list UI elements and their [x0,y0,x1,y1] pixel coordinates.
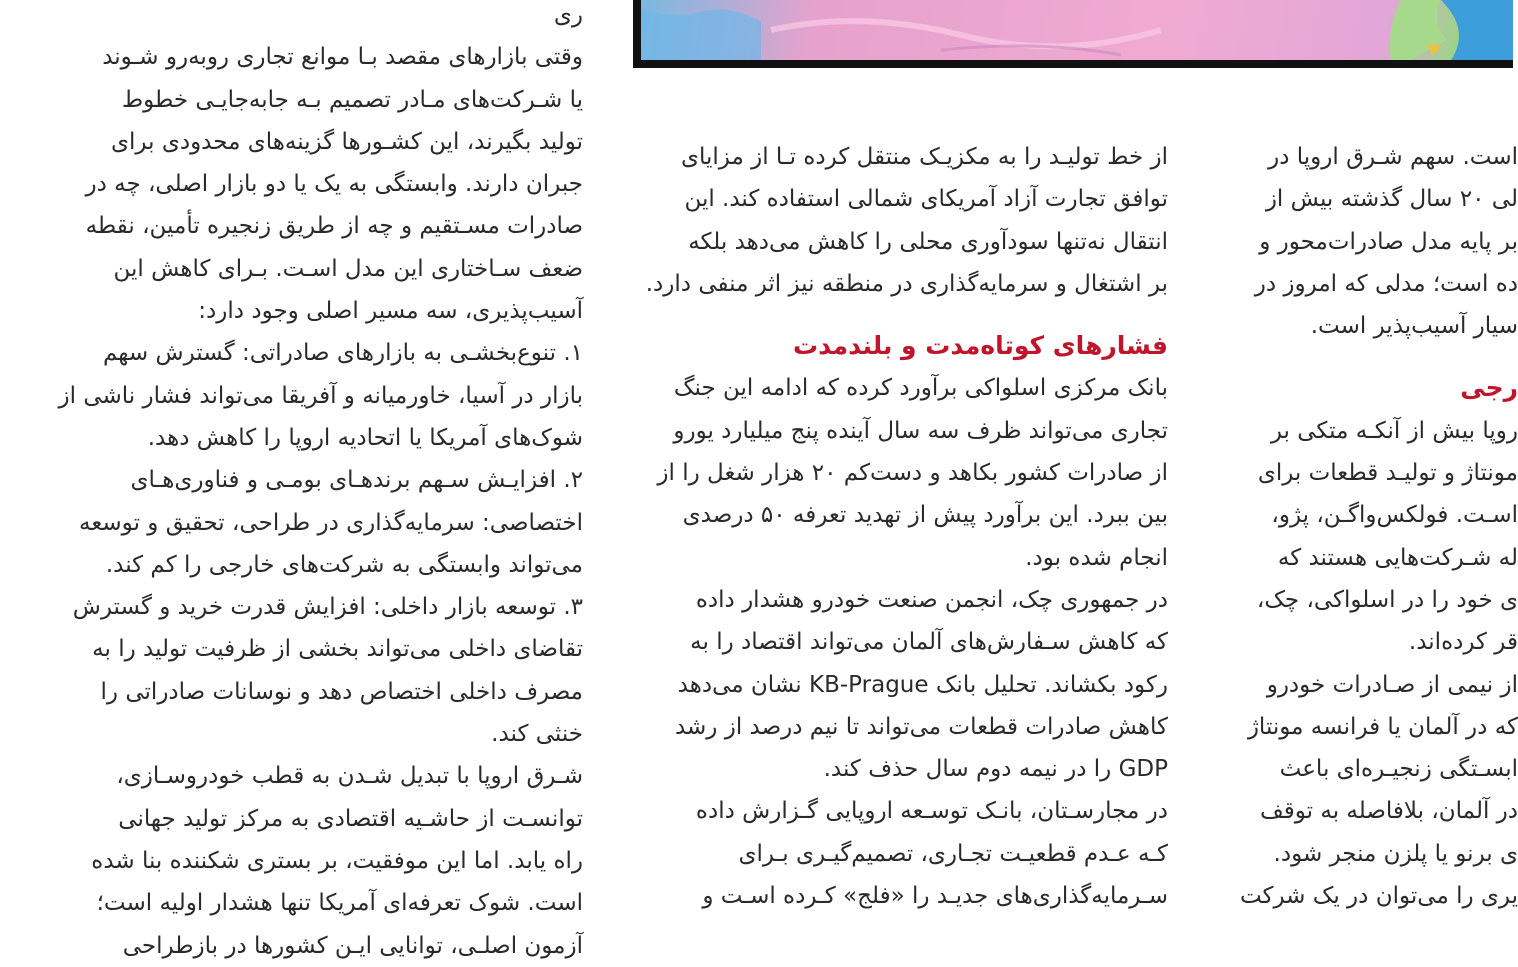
text-line: اسـت. فولکس‌واگـن، پژو، [1271,502,1518,529]
text-line: بازار در آسیا، خاورمیانه و آفریقا می‌تواند فشار ناشی از [58,382,583,409]
text-line: از خط تولیـد را به مکزیـک منتقل کرده تـا از مزایای [680,144,1168,170]
text-line: ۳. توسعه بازار داخلی: افزایش قدرت خرید و گسترش [72,594,583,621]
text-line: خنثی کند. [491,721,583,748]
text-line: مونتاژ و تولیـد قطعات برای [1257,460,1518,487]
text-line: راه یابد. اما این موفقیت، بر بستری شکننده بنا شده [91,847,583,874]
article-photo [633,0,1513,68]
text-line: از نیمی از صـادرات خودرو [1266,671,1518,698]
text-line: در آلمان، بلافاصله به توقف [1259,798,1518,825]
text-line: در جمهوری چک، انجمن صنعت خودرو هشدار داده [695,586,1168,613]
text-line: یری را می‌توان در یک شرکت [1239,883,1518,910]
text-line: یا شـرکت‌های مـادر تصمیم بـه جابه‌جایـی خطوط [121,86,583,113]
text-line: ی خود را در اسلواکی، چک، [1256,586,1518,613]
photo-image [641,0,1513,60]
text-line: ضعف سـاختاری این مدل اسـت. بـرای کاهش این [113,255,583,282]
text-line: ی برنو یا پلزن منجر شود. [1273,840,1518,867]
text-line: لی ۲۰ سال گذشته بیش از [1265,186,1518,213]
text-line: آزمون اصلـی، توانایی ایـن کشورها در بازطراحی [122,932,583,959]
spacer [633,305,1168,325]
text-line: در مجارسـتان، بانـک توسـعه اروپایی گـزارش داده [695,798,1168,825]
text-line: از صادرات کشور بکاهد و دست‌کم ۲۰ هزار شغل را از [657,460,1168,487]
text-line: ری [553,2,583,28]
text-line: که در آلمان یا فرانسه مونتاژ [1247,713,1518,740]
text-line: جبران دارند. وابستگی به یک یا دو بازار اصلی، چه در [85,171,583,198]
text-line: می‌تواند وابستگی به شرکت‌های خارجی را کم کند. [105,551,583,578]
text-line: بر اشتغال و سرمایه‌گذاری در منطقه نیز اثر منفی دارد. [645,270,1168,297]
section-heading: رجی [1460,373,1518,403]
photo-map-shapes [641,0,1513,60]
text-line: ابسـتگی زنجیـره‌ای باعث [1279,756,1518,783]
text-line: بانک مرکزی اسلواکی برآورد کرده که ادامه این جنگ [673,375,1168,402]
section-heading: فشارهای کوتاه‌مدت و بلندمدت [793,331,1168,361]
text-line: قر کرده‌اند. [1408,629,1518,656]
text-line: توانسـت از حاشـیه اقتصادی به مرکز تولید جهانی [118,805,583,832]
text-line: وقتی بازارهای مقصد بـا موانع تجاری روبه‌رو شـوند [102,44,583,71]
text-line: اختصاصی: سرمایه‌گذاری در طراحی، تحقیق و توسعه [78,509,583,536]
text-line: ده است؛ مدلی که امروز در [1254,270,1518,297]
text-line: بین ببرد. این برآورد پیش از تهدید تعرفه ۵۰ درصدی [682,502,1168,529]
left-column [48,0,583,967]
text-line: تولید بگیرند، این کشـورها گزینه‌های محدودی برای [111,128,583,155]
spacer [1218,347,1518,367]
text-line: له شـرکت‌هایی هستند که [1277,544,1518,571]
text-line: آسیب‌پذیری، سه مسیر اصلی وجود دارد: [198,298,583,325]
text-line: مصرف داخلی اختصاص دهد و نوسانات صادراتی را [100,678,583,705]
right-column [1218,136,1518,917]
text-line: کـه عـدم قطعیـت تجـاری، تصمیم‌گیـری بـرای [738,840,1168,867]
text-line: روپا بیش از آنکـه متکی بر [1270,417,1518,444]
text-line: است. سهم شـرق اروپا در [1268,144,1518,170]
text-line: سـرمایه‌گذاری‌های جدیـد را «فلج» کـرده اسـت و [702,883,1168,910]
text-line: ۲. افزایـش سـهم برندهـای بومـی و فناوری‌هـای [130,467,583,494]
text-line: کاهش صادرات قطعات می‌تواند تا نیم درصد از رشد [674,713,1168,740]
text-line: بر پایه مدل صادرات‌محور و [1259,228,1518,255]
text-line: صادرات مسـتقیم و چه از طریق زنجیره تأمین، نقطه [85,213,583,240]
text-line: شوک‌های آمریکا یا اتحادیه اروپا را کاهش دهد. [147,424,583,451]
text-line: که کاهش سـفارش‌های آلمان می‌تواند اقتصاد را به [690,629,1168,656]
text-line: سیار آسیب‌پذیر است. [1310,313,1518,340]
text-line: رکود بکشاند. تحلیل بانک KB-Prague نشان می‌دهد [677,671,1168,698]
text-line: است. شوک تعرفه‌ای آمریکا تنها هشدار اولیه است؛ [96,890,583,917]
text-line: انجام شده بود. [1025,544,1168,571]
text-line: شـرق اروپا با تبدیل شـدن به قطب خودروسـازی، [116,763,583,790]
middle-column [633,136,1168,917]
text-line: GDP را در نیمه دوم سال حذف کند. [823,756,1168,783]
text-line: ۱. تنوع‌بخشـی به بازارهای صادراتی: گسترش سهم [103,340,583,367]
text-line: تقاضای داخلی می‌تواند بخشی از ظرفیت تولید را به [92,636,583,663]
text-line: تجاری می‌تواند ظرف سه سال آینده پنج میلیارد یورو [673,417,1168,444]
text-line: توافق تجارت آزاد آمریکای شمالی استفاده کند. این [684,186,1168,213]
text-line: انتقال نه‌تنها سودآوری محلی را کاهش می‌دهد بلکه [688,228,1168,255]
